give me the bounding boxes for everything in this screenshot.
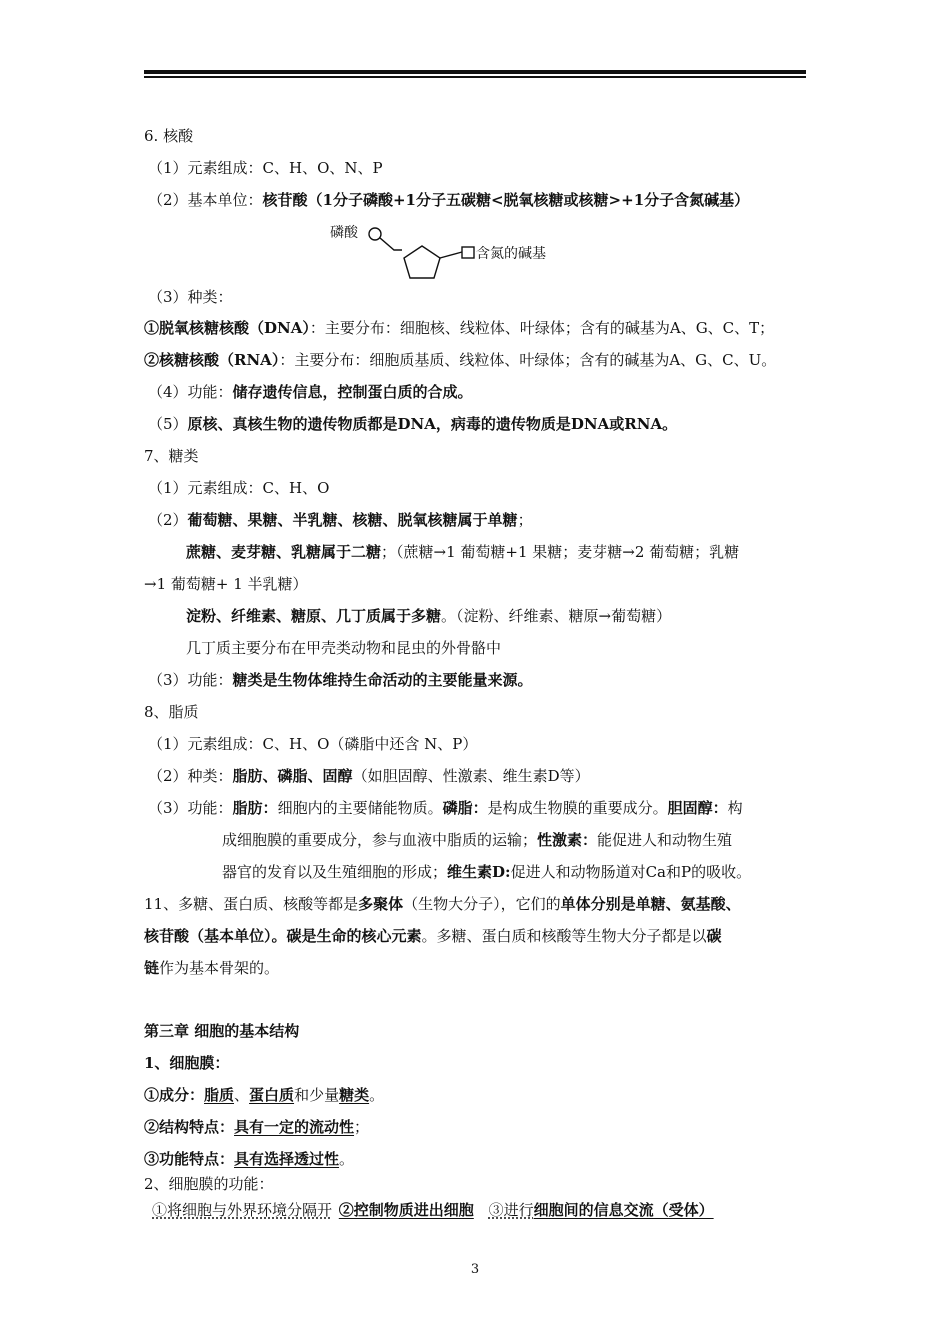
chapter-title: 第三章 细胞的基本结构 [144,1022,300,1040]
phosphate-circle [369,228,381,240]
fat-text: 细胞内的主要储能物质。 [277,799,443,817]
structure-value: 具有一定的流动性 [234,1118,355,1136]
sex-hormone-text: 能促进人和动物生殖 [597,831,733,849]
phosphate-label: 磷酸 [330,225,358,241]
function-feature-label: ③功能特点： [144,1150,235,1168]
nucleic-dna [144,318,774,338]
section-title-lipids: 8、脂质 [144,703,199,721]
lipids-composition: （1）元素组成：C、H、O（磷脂中还含 N、P） [148,735,478,753]
section-title-nucleic-acid: 6. 核酸 [144,127,194,145]
rna-detail: ：主要分布：细胞质基质、线粒体、叶绿体；含有的碱基为A、G、C、U。 [279,351,777,369]
sugars-disaccharides-cont: →1 葡萄糖+ 1 半乳糖） [144,575,308,593]
component-sugar: 糖类 [339,1086,370,1104]
nucleic-composition: （1）元素组成：C、H、O、N、P [148,159,383,177]
sugars-monosaccharides [148,510,533,530]
nucleic-function-label: （4）功能： [148,383,233,401]
macro-carbon-core: 核苷酸（基本单位）。碳是生命的核心元素 [144,927,422,945]
mono-text: 葡萄糖、果糖、半乳糖、核糖、脱氧核糖属于单糖 [187,511,518,529]
sugars-composition: （1）元素组成：C、H、O [148,479,330,497]
page-number: 3 [470,1262,480,1277]
sugars-polysaccharides [186,606,671,626]
membrane-components [144,1085,384,1105]
nucleic-note-label: （5） [148,415,188,433]
dna-name: ①脱氧核糖核酸（DNA） [144,319,310,337]
membrane-function-separate: ①将细胞与外界环境分隔开 [152,1201,333,1219]
nucleic-unit-prefix: （2）基本单位： [148,191,263,209]
macro-text-4: 作为基本骨架的。 [159,959,280,977]
macro-carbon: 碳 [706,927,722,945]
base-bond [440,252,462,258]
components-mid: 和少量 [294,1086,340,1104]
nucleic-unit-text: 核苷酸（1分子磷酸+1分子五碳糖<脱氧核糖或核糖>+1分子含氮碱基） [262,191,750,209]
lipids-function-line2 [222,830,732,850]
cholesterol-text: 构 [727,799,743,817]
lipids-function-line1 [148,798,743,818]
phosphate-bond [380,238,402,250]
macro-chain: 链 [144,959,160,977]
nucleic-basic-unit [148,190,749,210]
function-feature-end: 。 [339,1150,355,1168]
vitamin-d-label: 维生素D: [447,863,511,881]
macro-polymer: 多聚体 [358,895,404,913]
membrane-function-communication-prefix: ③进行 [488,1201,534,1219]
macromolecules-line3 [144,958,279,978]
structure-label: ②结构特点： [144,1118,235,1136]
macromolecules-line2 [144,926,722,946]
lipids-function-label: （3）功能： [148,799,233,817]
nucleic-function-text: 储存遗传信息，控制蛋白质的合成。 [232,383,473,401]
sugars-function [148,670,533,690]
components-label: ①成分： [144,1086,205,1104]
function-feature-value: 具有选择透过性 [234,1150,340,1168]
poly-detail: 。（淀粉、纤维素、糖原→葡萄糖） [441,607,672,625]
component-lipid: 脂质 [204,1086,235,1104]
lipids-kinds-text: 脂肪、磷脂、固醇 [232,767,353,785]
membrane-function-control: ②控制物质进出细胞 [338,1201,474,1219]
sex-hormone-label: 性激素： [537,831,598,849]
sugars-disaccharides [186,542,739,562]
di-text: 蔗糖、麦芽糖、乳糖属于二糖 [186,543,382,561]
macro-text-2: （生物大分子），它们的 [403,895,561,913]
macro-text-1: 11、多糖、蛋白质、核酸等都是 [144,895,359,913]
sugars-function-label: （3）功能： [148,671,233,689]
membrane-title: 1、细胞膜： [144,1054,230,1072]
di-detail: ；（蔗糖→1 葡萄糖+1 果糖；麦芽糖→2 葡萄糖；乳糖 [381,543,740,561]
mono-end: ； [517,511,533,529]
lipids-kinds-label: （2）种类： [148,767,233,785]
dna-detail: ：主要分布：细胞核、线粒体、叶绿体；含有的碱基为A、G、C、T； [309,319,775,337]
nucleic-genetic-material [148,414,677,434]
structure-end: ； [354,1118,370,1136]
macro-monomers: 单体分别是单糖、氨基酸、 [560,895,741,913]
macro-text-3: 。多糖、蛋白质和核酸等生物大分子都是以 [421,927,707,945]
phospholipid-text: 是构成生物膜的重要成分。 [487,799,668,817]
membrane-structure [144,1117,369,1137]
poly-text: 淀粉、纤维素、糖原、几丁质属于多糖 [186,607,442,625]
mono-label: （2） [148,511,188,529]
rna-name: ②核糖核酸（RNA） [144,351,280,369]
lipids-kinds [148,766,590,786]
fat-label: 脂肪： [232,799,278,817]
phospholipid-label: 磷脂： [442,799,488,817]
macromolecules-line1 [144,894,741,914]
membrane-function-communication: 细胞间的信息交流（受体） [533,1201,714,1219]
membrane-functions-list [148,1200,714,1220]
sugars-function-text: 糖类是生物体维持生命活动的主要能量来源。 [232,671,533,689]
sugars-chitin: 几丁质主要分布在甲壳类动物和昆虫的外骨骼中 [186,639,502,657]
header-rule-thin [144,76,806,78]
cholesterol-text-cont: 成细胞膜的重要成分，参与血液中脂质的运输； [222,831,538,849]
components-sep: 、 [234,1086,250,1104]
sex-hormone-text-cont: 器官的发育以及生殖细胞的形成； [222,863,448,881]
nucleotide-diagram [330,220,570,282]
membrane-function-feature [144,1149,354,1169]
component-protein: 蛋白质 [249,1086,295,1104]
nucleic-rna [144,350,776,370]
membrane-functions-title: 2、细胞膜的功能： [144,1175,274,1193]
vitamin-d-text: 促进人和动物肠道对Ca和P的吸收。 [510,863,752,881]
nucleic-note-text: 原核、真核生物的遗传物质都是DNA，病毒的遗传物质是DNA或RNA。 [187,415,678,433]
lipids-kinds-detail: （如胆固醇、性激素、维生素D等） [352,767,590,785]
nucleic-kinds: （3）种类： [148,288,233,306]
pentose-sugar-ring [404,246,440,278]
lipids-function-line3 [222,862,751,882]
base-label: 含氮的碱基 [476,246,546,262]
cholesterol-label: 胆固醇： [667,799,728,817]
base-square [462,247,474,258]
components-end: 。 [369,1086,385,1104]
header-rule-thick [144,70,806,74]
section-title-sugars: 7、糖类 [144,447,199,465]
nucleic-function [148,382,473,402]
